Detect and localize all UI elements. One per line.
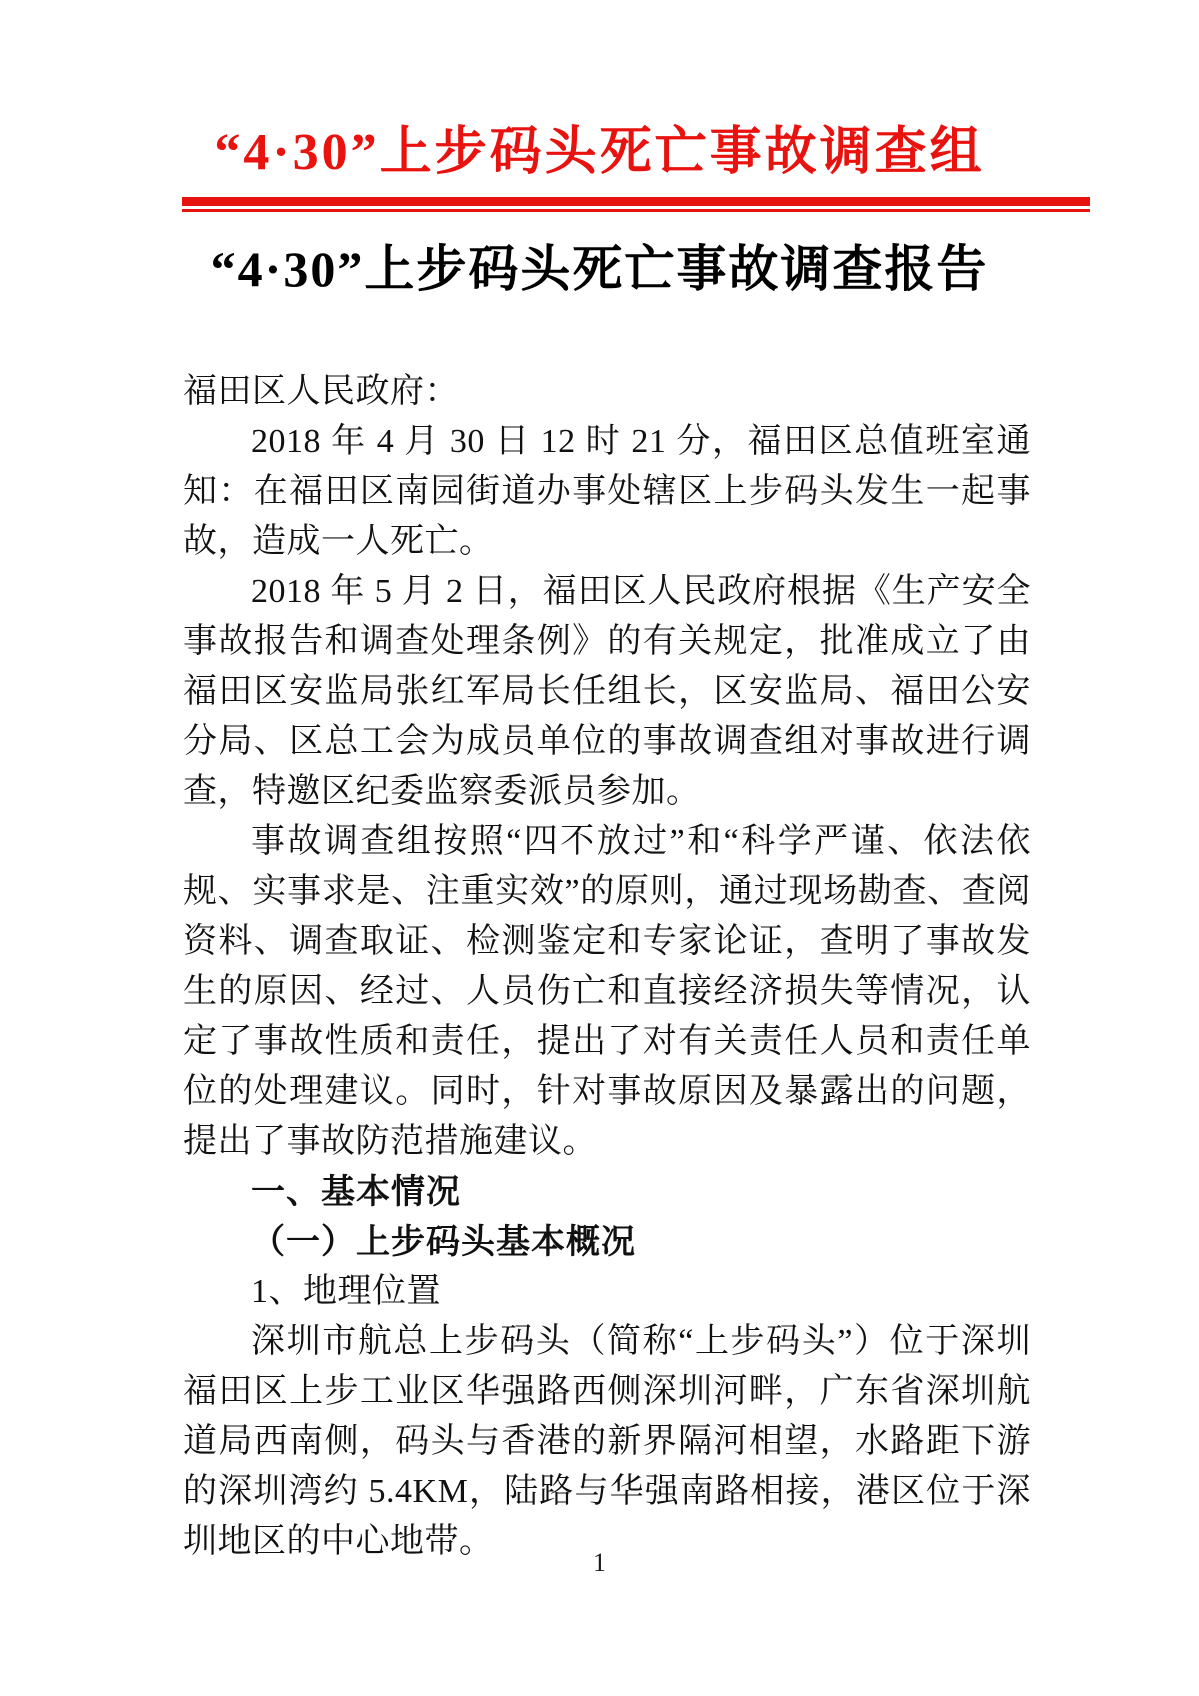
letterhead-title: “4·30”上步码头死亡事故调查组 [214,124,985,181]
paragraph-salutation: 福田区人民政府： [183,372,459,410]
letterhead-rule-thick [182,197,1090,206]
paragraph-heading1: 一、基本情况 [251,1172,461,1211]
paragraph-body-para: 2018 年 4 月 30 日 12 时 21 分，福田区总值班室通知：在福田区南园街道办事处辖区上步码头发生一起事故，造成一人死亡。 [183,422,1031,560]
paragraph-body-para: 2018 年 5 月 2 日，福田区人民政府根据《生产安全事故报告和调查处理条例》的有关规定，批准成立了由福田区安监局张红军局长任组长，区安监局、福田公安分局、区总工会为成员单位的事故调查组对事故进行调查，特邀区纪委监察委派员参加。 [183,572,1031,810]
paragraph-body-para: 深圳市航总上步码头（简称“上步码头”）位于深圳福田区上步工业区华强路西侧深圳河畔，广东省深圳航道局西南侧，码头与香港的新界隔河相望，水路距下游的深圳湾约 5.4KM，陆路与华强南路相接，港区位于深圳地区的中心地带。 [183,1322,1031,1560]
paragraph-body-para: 事故调查组按照“四不放过”和“科学严谨、依法依规、实事求是、注重实效”的原则，通过现场勘查、查阅资料、调查取证、检测鉴定和专家论证，查明了事故发生的原因、经过、人员伤亡和直接经济损失等情况，认定了事故性质和责任，提出了对有关责任人员和责任单位的处理建议。同时，针对事故原因及暴露出的问题，提出了事故防范措施建议。 [183,822,1031,1160]
paragraph-subitem: 1、地理位置 [251,1272,441,1310]
document-body [0,367,1199,1567]
document-title: “4·30”上步码头死亡事故调查报告 [210,240,989,297]
paragraph-heading2: （一）上步码头基本概况 [251,1222,636,1261]
page-number: 1 [593,1548,606,1577]
letterhead-rule-thin [182,209,1090,212]
